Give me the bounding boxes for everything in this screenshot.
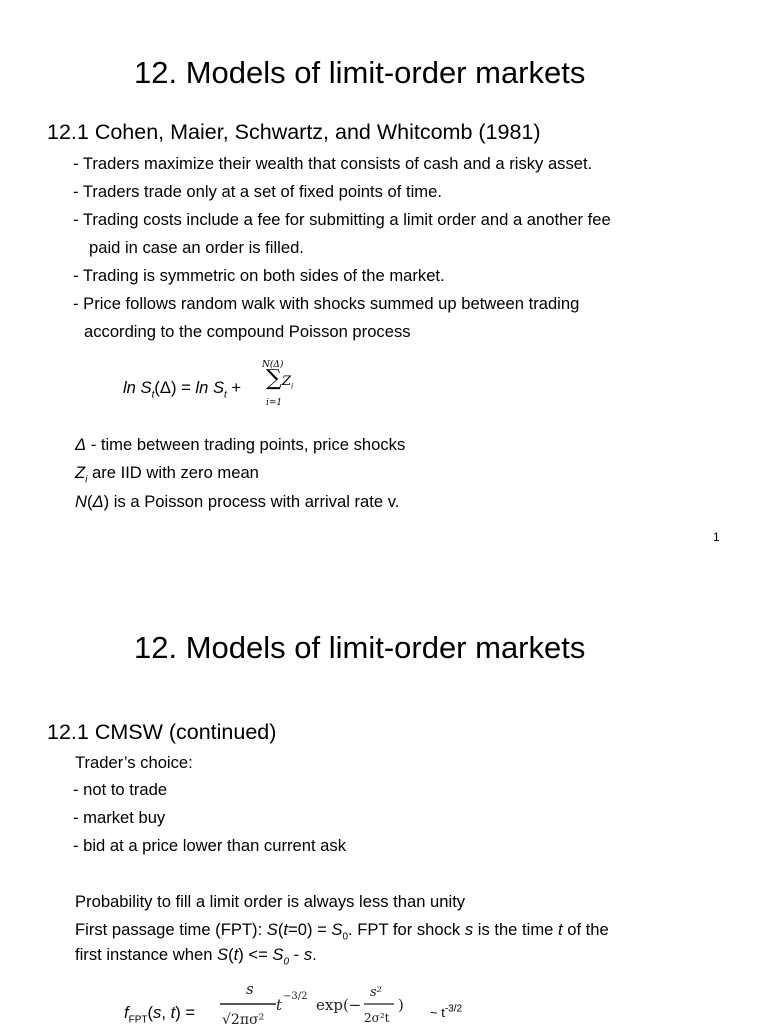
fpt1-s: S [266, 920, 278, 939]
svg-text:2σ²t: 2σ²t [364, 1011, 390, 1024]
slide2-section-heading: 12.1 CMSW (continued) [47, 720, 277, 744]
slide1-title: 12. Models of limit-order markets [134, 55, 586, 90]
svg-text:s: s [246, 980, 254, 998]
choice-heading: Trader’s choice: [75, 753, 193, 772]
sigma-symbol: ∑ [266, 366, 282, 391]
fpt1-s0: S [331, 920, 343, 939]
fpt1-s0-sub: 0 [342, 931, 349, 943]
formula-plus: + [226, 378, 242, 397]
slide1-bullet: - Price follows random walk with shocks summed up between trading [73, 294, 580, 313]
choice-item: - bid at a price lower than current ask [73, 836, 347, 855]
fpt-definition-line1 [75, 920, 609, 943]
fpt-f: f [124, 1003, 129, 1022]
formula-sub-t-rhs: t [224, 389, 227, 401]
choice-item: - not to trade [73, 780, 168, 799]
fpt2-s: S [217, 945, 229, 964]
formula-sub-t: t [151, 389, 155, 401]
fpt-arg-t: t [170, 1003, 176, 1022]
fpt1-e: is the time [473, 920, 558, 939]
delta-text: - time between trading points, price shocks [86, 435, 406, 454]
slide1-section-heading: 12.1 Cohen, Maier, Schwartz, and Whitcomb (1981) [47, 120, 541, 144]
fpt1-f: of the [562, 920, 609, 939]
n-open: ( [86, 492, 93, 511]
svg-text:): ) [398, 996, 404, 1014]
sum-term [282, 374, 293, 389]
fpt1-d: . FPT for shock [348, 920, 465, 939]
fpt-density-formula-image [218, 980, 418, 1024]
delta-symbol: Δ [75, 435, 87, 454]
fpt2-e: . [312, 945, 317, 964]
fpt2-c: ) <= [238, 945, 273, 964]
svg-text:t: t [276, 996, 283, 1014]
note-delta [75, 435, 405, 455]
choice-item: - market buy [73, 808, 166, 827]
sum-term-z: Z [282, 374, 292, 389]
fpt2-a: first instance when [75, 945, 218, 964]
n-symbol: N [75, 492, 87, 511]
svg-text:√2πσ²: √2πσ² [222, 1012, 265, 1024]
slide1-bullet-continuation: according to the compound Poisson process [84, 322, 411, 341]
sum-term-sub: i [291, 382, 294, 391]
fpt-args-c: ) = [175, 1003, 196, 1022]
fpt-args-a: ( [147, 1003, 154, 1022]
slide1-bullet: - Trading costs include a fee for submitting a limit order and a another fee [73, 210, 611, 229]
formula-lhs-rest: (Δ) = [154, 378, 196, 397]
fpt2-s0: S [272, 945, 284, 964]
fpt1-time: t [557, 920, 563, 939]
fpt2-b: ( [228, 945, 234, 964]
slide1-bullet: - Trading is symmetric on both sides of the market. [73, 266, 445, 285]
z-sub: i [85, 474, 88, 486]
formula-ln-s: ln S [123, 378, 152, 397]
note-poisson [75, 492, 399, 512]
z-symbol: Z [75, 463, 86, 482]
fpt1-a: First passage time (FPT): [75, 920, 267, 939]
slide2-title: 12. Models of limit-order markets [134, 630, 586, 665]
svg-text:−3/2: −3/2 [283, 991, 308, 1002]
svg-text:exp(−: exp(− [316, 996, 362, 1014]
fpt-args-b: , [161, 1003, 171, 1022]
fpt1-c: =0) = [288, 920, 332, 939]
fpt2-s2: s [303, 945, 313, 964]
fpt-formula-lhs [124, 1003, 195, 1023]
page-number: 1 [713, 530, 720, 544]
sum-upper-limit: N(Δ) [262, 360, 284, 370]
n-text: ) is a Poisson process with arrival rate v. [103, 492, 400, 511]
n-delta: Δ [92, 492, 104, 511]
fpt-f-sub: FPT [128, 1014, 148, 1025]
slide1-bullet-continuation: paid in case an order is filled. [89, 238, 304, 257]
formula-ln-s-rhs: ln S [195, 378, 225, 397]
fpt1-t: t [283, 920, 289, 939]
probability-line: Probability to fill a limit order is always less than unity [75, 892, 466, 911]
slide1-bullet: - Traders maximize their wealth that consists of cash and a risky asset. [73, 154, 593, 173]
svg-text:s²: s² [370, 985, 382, 1000]
price-formula [123, 378, 242, 401]
z-text: are IID with zero mean [87, 463, 259, 482]
slide1-bullet: - Traders trade only at a set of fixed points of time. [73, 182, 442, 201]
approx-sup: -3/2 [444, 1003, 463, 1015]
sum-lower-limit: i=1 [266, 398, 283, 408]
fpt1-b: ( [277, 920, 284, 939]
fpt-approximation [430, 1003, 462, 1023]
approx-text: ~ t [430, 1005, 445, 1020]
fpt2-d: - [289, 945, 304, 964]
fpt-arg-s: s [153, 1003, 162, 1022]
summation [262, 360, 302, 410]
fpt1-shock: s [464, 920, 474, 939]
note-z [75, 463, 259, 486]
fpt2-t: t [233, 945, 239, 964]
fpt2-s0-sub: 0 [283, 956, 290, 968]
fpt-definition-line2 [75, 945, 317, 968]
